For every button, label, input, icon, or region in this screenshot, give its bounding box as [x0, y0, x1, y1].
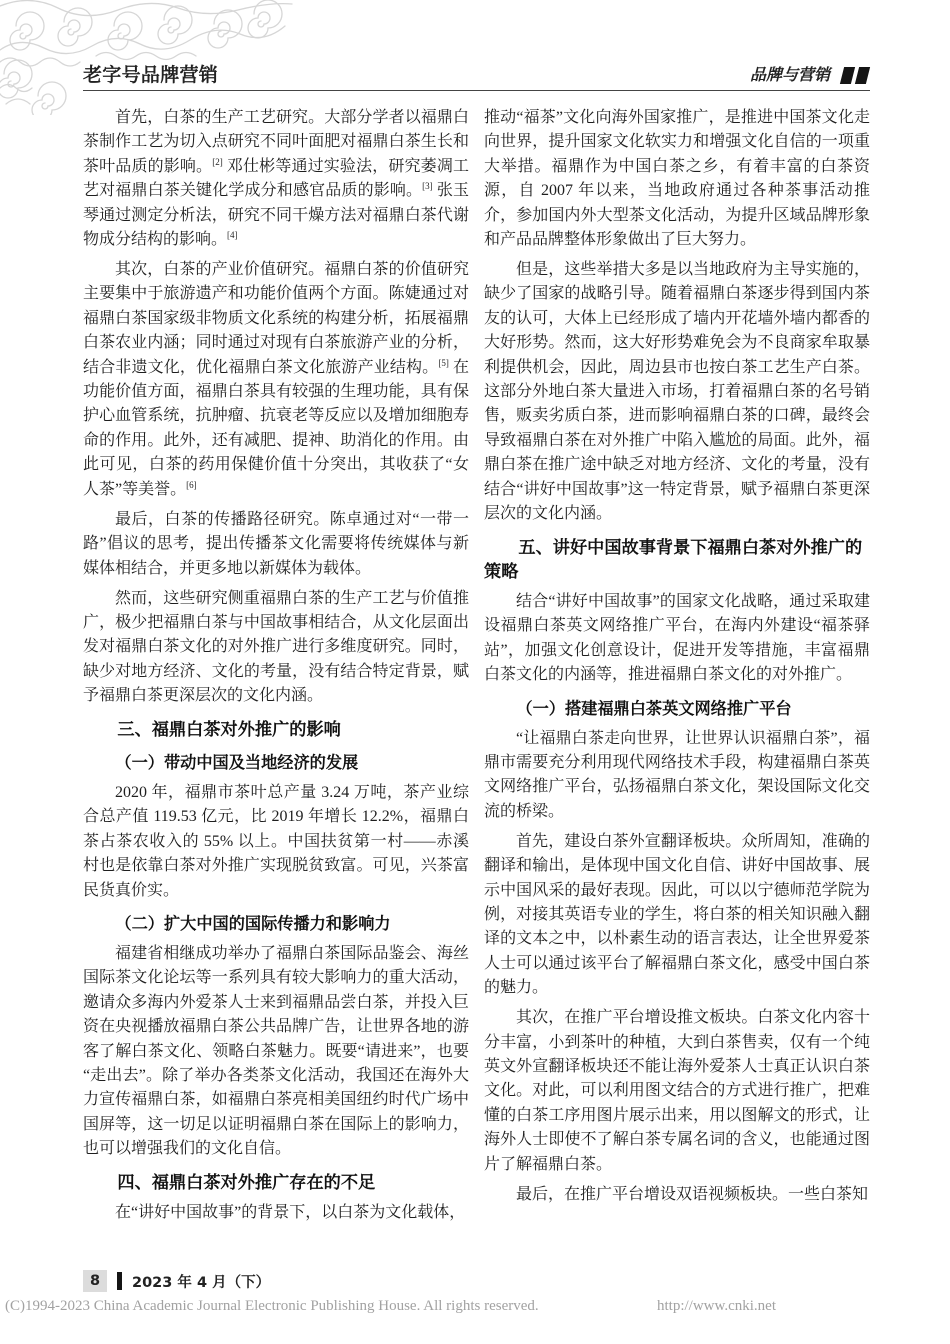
body-paragraph — [83, 258, 469, 502]
page-footer — [83, 1270, 270, 1292]
decorative-cloud-pattern — [0, 0, 300, 115]
citation-reference: [6] — [186, 479, 197, 490]
body-paragraph — [484, 106, 870, 252]
copyright-notice — [5, 1295, 935, 1317]
citation-reference: [3] — [422, 181, 433, 192]
body-paragraph — [484, 1006, 870, 1177]
paragraph-text: 最后，在推广平台增设双语视频板块。一些白茶知 — [516, 1185, 869, 1203]
paragraph-text: 福建省相继成功举办了福鼎白茶国际品鉴会、海丝国际茶文化论坛等一系列具有较大影响力的重大活动，邀请众多海内外爱茶人士来到福鼎品尝白茶，并投入巨资在央视播放福鼎白茶公共品牌广告，让世界各地的游客了解白茶文化、领略白茶魅力。既要“请进来”，也要“走出去”。除了举办各类茶文化活动，我国还在海外大力宣传福鼎白茶，如福鼎白茶亮相美国纽约时代广场中国屏等，这一切足以证明福鼎白茶在国际上的影响力，也可以增强我们的文化自信。 — [83, 944, 469, 1158]
subsection-heading: （一）搭建福鼎白茶英文网络推广平台 — [516, 698, 792, 718]
left-text-column — [83, 106, 469, 1225]
section-title: 老字号品牌营销 — [83, 64, 219, 86]
citation-reference: [5] — [438, 357, 449, 368]
body-paragraph — [484, 1183, 870, 1207]
body-paragraph — [83, 942, 469, 1162]
page-number: 8 — [83, 1270, 107, 1292]
body-paragraph — [484, 830, 870, 1001]
paragraph-text: 然而，这些研究侧重福鼎白茶的生产工艺与价值推广，极少把福鼎白茶与中国故事相结合，从文化层面出发对福鼎白茶文化的对外推广进行多维度研究。同时，缺少对地方经济、文化的考量，没有结合特定背景，赋予福鼎白茶更深层次的文化内涵。 — [83, 589, 469, 705]
paragraph-text: 最后，白茶的传播路径研究。陈卓通过对“一带一路”倡议的思考，提出传播茶文化需要将传统媒体与新媒体相结合，并更多地以新媒体为载体。 — [83, 510, 469, 577]
body-paragraph — [83, 1201, 469, 1225]
body-paragraph — [83, 587, 469, 709]
citation-reference: [2] — [212, 156, 223, 167]
paragraph-text: “让福鼎白茶走向世界，让世界认识福鼎白茶”，福鼎市需要充分利用现代网络技术手段，构建福鼎白茶英文网络推广平台，弘扬福鼎白茶文化，架设国际文化交流的桥梁。 — [484, 729, 870, 820]
body-paragraph — [484, 590, 870, 688]
paragraph-text: 在“讲好中国故事”的背景下，以白茶为文化载体， — [115, 1203, 466, 1221]
paragraph-text: 其次，在推广平台增设推文板块。白茶文化内容十分丰富，小到茶叶的种植，大到白茶售卖，仅有一个纯英文外宣翻译板块还不能让海外爱茶人士真正认识白茶文化。对此，可以利用图文结合的方式进行推广，把难懂的白茶工序用图片展示出来，用以图解文的形式，让海外人士即使不了解白茶专属名词的含义，也能通过图片了解福鼎白茶。 — [484, 1009, 870, 1173]
paragraph-text: 推动“福茶”文化向海外国家推广，是推进中国茶文化走向世界，提升国家文化软实力和增强文化自信的一项重大举措。福鼎作为中国白茶之乡，有着丰富的白茶资源，自 2007 年以来，当地政府通过各种茶事活动推介，参加国内外大型茶文化活动，为提升区域品牌形象和产品品牌整体形象做出了巨大努力。 — [484, 109, 870, 249]
header-divider — [83, 90, 870, 91]
header-bar-ornament — [840, 67, 855, 84]
citation-reference: [4] — [227, 230, 238, 241]
body-paragraph — [484, 258, 870, 526]
paragraph-text: 其次，白茶的产业价值研究。福鼎白茶的价值研究主要集中于旅游遗产和功能价值两个方面。陈婕通过对福鼎白茶国家级非物质文化系统的构建分析，拓展福鼎白茶农业内涵；同时通过对现有白茶旅游产业的分析，结合非遗文化，优化福鼎白茶文化旅游产业结构。 — [83, 261, 469, 376]
column-name: 品牌与营销 — [749, 65, 830, 84]
body-paragraph — [484, 727, 870, 825]
paragraph-text: 张玉琴通过测定分析法，研究不同干燥方法对福鼎白茶代谢物成分结构的影响。 — [83, 182, 469, 249]
paragraph-text: 结合“讲好中国故事”的国家文化战略，通过采取建设福鼎白茶英文网络推广平台，在海内外建设“福茶驿站”，加强文化创意设计，促进开发等措施，丰富福鼎白茶文化的内涵等，推进福鼎白茶文化的对外推广。 — [484, 592, 870, 684]
paragraph-text: 在功能价值方面，福鼎白茶具有较强的生理功能，具有保护心血管系统，抗肿瘤、抗衰老等反应以及增加细胞寿命的作用。此外，还有减肥、提神、助消化的作用。由此可见，白茶的药用保健价值十分突出，其收获了“女人茶”等美誉。 — [83, 358, 469, 498]
column-label — [750, 64, 868, 86]
paragraph-text: 首先，白茶的生产工艺研究。大部分学者以福鼎白茶制作工艺为切入点研究不同叶面肥对福鼎白茶生长和茶叶品质的影响。 — [83, 109, 469, 175]
section-heading: 三、福鼎白茶对外推广的影响 — [117, 719, 341, 740]
body-paragraph — [83, 781, 469, 903]
section-heading: 五、讲好中国故事背景下福鼎白茶对外推广的策略 — [484, 537, 863, 582]
right-text-column — [484, 106, 870, 1207]
cnki-url: http://www.cnki.net — [657, 1298, 777, 1314]
body-paragraph — [83, 106, 469, 252]
header-bar-ornament — [855, 67, 870, 84]
subsection-heading: （一）带动中国及当地经济的发展 — [115, 752, 359, 772]
subsection-heading: （二）扩大中国的国际传播力和影响力 — [115, 913, 391, 933]
paragraph-text: 邓仕彬等通过实验法，研究萎凋工艺对福鼎白茶关键化学成分和感官品质的影响。 — [83, 157, 469, 200]
paragraph-text: 首先，建设白茶外宣翻译板块。众所周知，准确的翻译和输出，是体现中国文化自信、讲好中国故事、展示中国风采的最好表现。因此，可以以宁德师范学院为例，对接其英语专业的学生，将白茶的相关知识融入翻译的文本之中，以朴素生动的语言表达，让全世界爱茶人士可以通过该平台了解福鼎白茶文化，感受中国白茶的魅力。 — [484, 832, 870, 997]
paragraph-text: 2020 年，福鼎市茶叶总产量 3.24 万吨，茶产业综合总产值 119.53 亿元，比 2019 年增长 12.2%，福鼎白茶占茶农收入的 55% 以上。中国扶贫第一村——赤溪村也是依靠白茶对外推广实现脱贫致富。可见，兴茶富民货真价实。 — [83, 783, 469, 899]
issue-date: 2023 年 4 月（下） — [132, 1274, 271, 1291]
body-paragraph — [83, 508, 469, 581]
footer-bar-ornament — [117, 1272, 122, 1290]
paragraph-text: 但是，这些举措大多是以当地政府为主导实施的，缺少了国家的战略引导。随着福鼎白茶逐步得到国内茶友的认可，大体上已经形成了墙内开花墙外墙内都香的大好形势。然而，这大好形势难免会为不良商家牟取暴利提供机会，因此，周边县市也按白茶工艺生产白茶。这部分外地白茶大量进入市场，打着福鼎白茶的名号销售，贩卖劣质白茶，进而影响福鼎白茶的口碑，最终会导致福鼎白茶在对外推广中陷入尴尬的局面。此外，福鼎白茶在推广途中缺乏对地方经济、文化的考量，没有结合“讲好中国故事”这一特定背景，赋予福鼎白茶更深层次的文化内涵。 — [484, 261, 870, 523]
copyright-text: (C)1994-2023 China Academic Journal Electronic Publishing House. All rights reserved. — [5, 1298, 539, 1314]
section-heading: 四、福鼎白茶对外推广存在的不足 — [117, 1172, 376, 1193]
